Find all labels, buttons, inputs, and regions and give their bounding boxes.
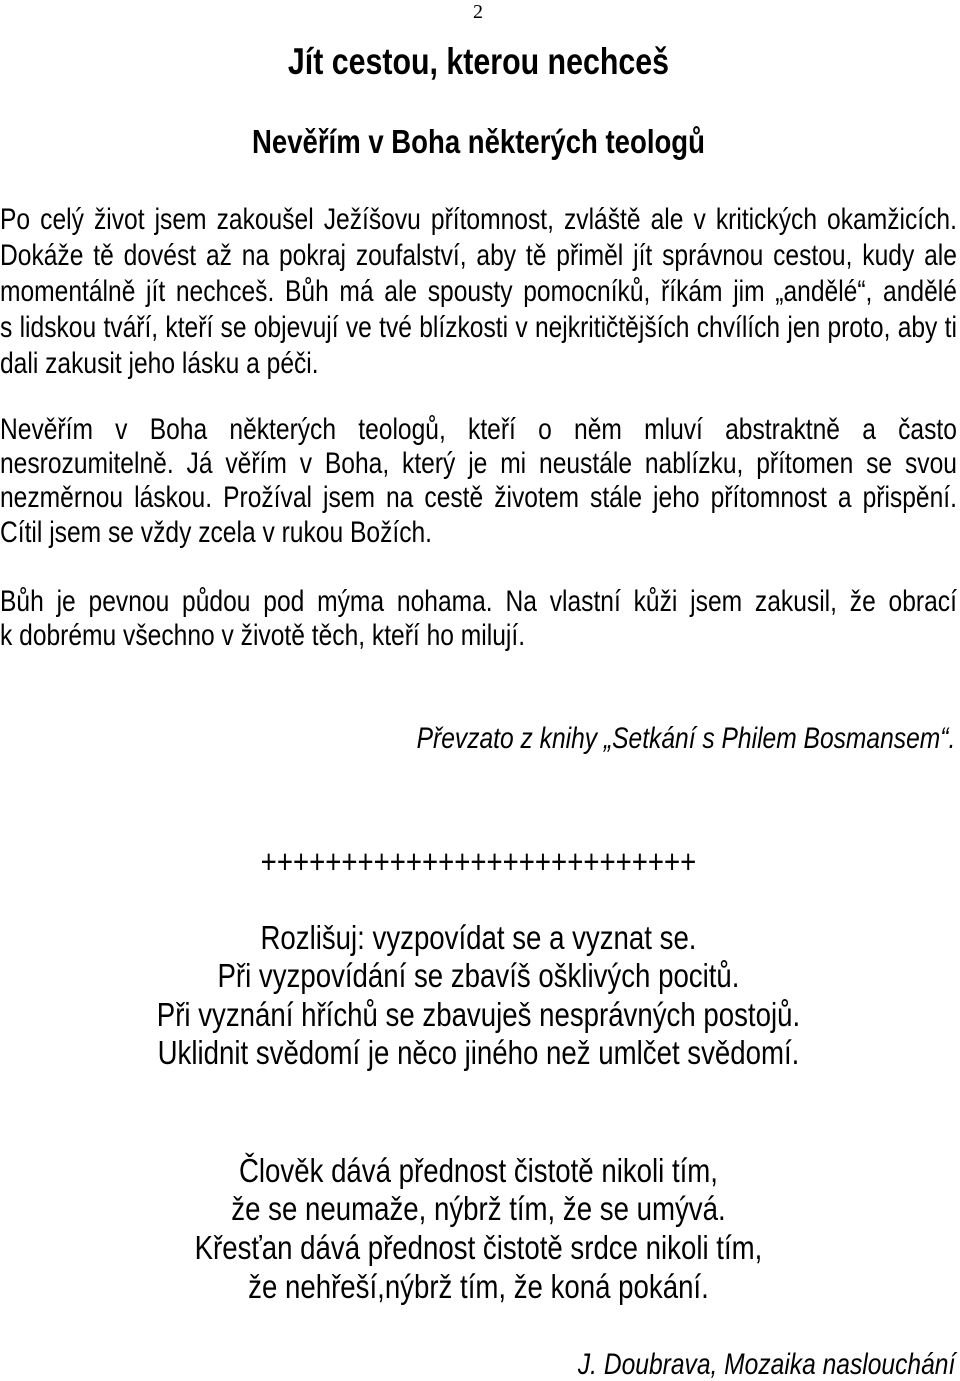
verse-line: že se neumaže, nýbrž tím, že se umývá. [231, 1190, 726, 1228]
paragraph-line: Po celý život jsem zakoušel Ježíšovu přítomnost, zvláště ale v kritických okamžicích. [0, 203, 957, 236]
verse-line: Při vyzpovídání se zbavíš ošklivých pocitů. [217, 957, 740, 995]
verse-line: že nehřeší,nýbrž tím, že koná pokání. [248, 1268, 709, 1306]
page-title: Jít cestou, kterou nechceš [287, 41, 670, 82]
paragraph-line: Dokáže tě dovést až na pokraj zoufalství, aby tě přiměl jít správnou cestou, kudy ale [0, 239, 957, 272]
signature: J. Doubrava, Mozaika naslouchání [577, 1348, 956, 1381]
verse-line: Rozlišuj: vyzpovídat se a vyznat se. [260, 919, 697, 957]
paragraph-line: s lidskou tváří, kteří se objevují ve tvé blízkosti v nejkritičtějších chvílích jen proto, aby ti [0, 311, 957, 344]
paragraph-line: Bůh je pevnou půdou pod mýma nohama. Na vlastní kůži jsem zakusil, že obrací [0, 585, 957, 618]
paragraph-line: nezměrnou láskou. Prožíval jsem na cestě životem stále jeho přítomnost a přispění. [0, 481, 957, 514]
separator: +++++++++++++++++++++++++++ [260, 843, 697, 881]
paragraph-line: Cítil jsem se vždy zcela v rukou Božích. [0, 516, 433, 549]
verse-line: Člověk dává přednost čistotě nikoli tím, [238, 1152, 718, 1190]
paragraph-line: nesrozumitelně. Já věřím v Boha, který je mi neustále nablízku, přítomen se svou [0, 447, 957, 480]
paragraph-line: momentálně jít nechceš. Bůh má ale spousty pomocníků, říkám jim „andělé“, andělé [0, 275, 957, 308]
source-citation: Převzato z knihy „Setkání s Philem Bosmansem“. [416, 722, 956, 755]
paragraph-line: dali zakusit jeho lásku a péči. [0, 347, 319, 380]
verse-line: Při vyznání hříchů se zbavuješ nesprávných postojů. [156, 996, 801, 1034]
paragraph-line: k dobrému všechno v životě těch, kteří ho milují. [0, 619, 526, 652]
verse-line: Uklidnit svědomí je něco jiného než umlčet svědomí. [157, 1034, 800, 1072]
page-subtitle: Nevěřím v Boha některých teologů [252, 124, 705, 161]
verse-line: Křesťan dává přednost čistotě srdce nikoli tím, [194, 1229, 763, 1267]
page-number: 2 [473, 1, 483, 23]
paragraph-line: Nevěřím v Boha některých teologů, kteří o něm mluví abstraktně a často [0, 413, 957, 446]
